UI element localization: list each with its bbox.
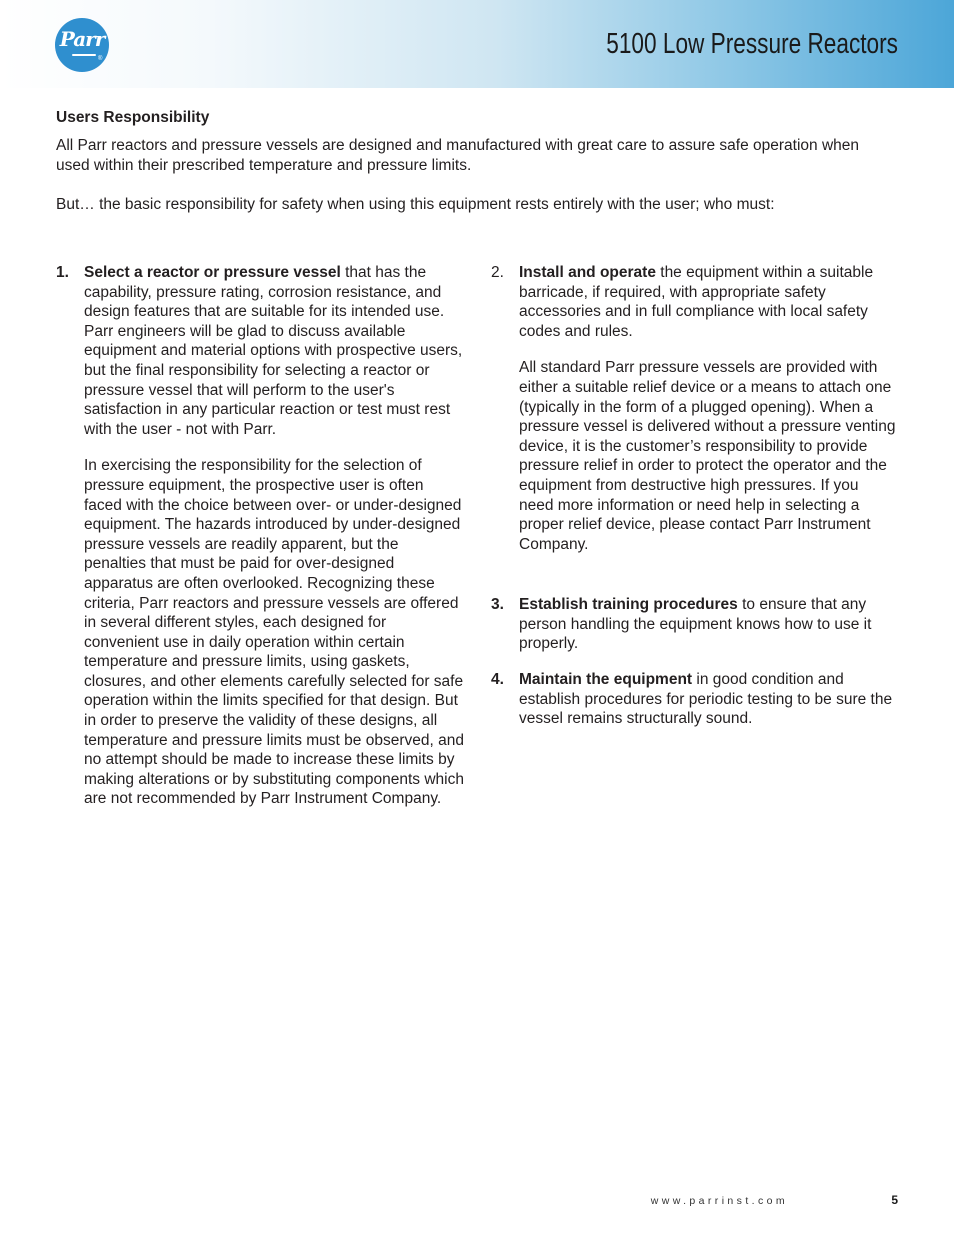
list-item-paragraph [519, 263, 897, 341]
list-item-lead: Maintain the equipment [519, 671, 693, 688]
list-item-body [84, 263, 464, 809]
list-item-lead: Install and operate [519, 264, 656, 281]
list-item-number: 2. [491, 264, 504, 281]
list-item-extra-paragraph: All standard Parr pressure vessels are provided with either a suitable relief device or a means to attach one (typically in the form of a plugged opening). When a pressure vessel is delivered without a pressure venting device, it is the customer’s responsibility to provide pressure relief in order to protect the operator and the equipment from destructive high pressures. If you need more information or need help in selecting a proper relief device, please contact Parr Instrument Company. [519, 359, 896, 553]
list-item-paragraph [519, 595, 897, 654]
page-number: 5 [891, 1193, 898, 1207]
parr-logo [55, 18, 109, 72]
list-item-extra-paragraph: In exercising the responsibility for the selection of pressure equipment, the prospective user is often faced with the choice between over- or under-designed equipment. The hazards introduced by under-designed pressure vessels are readily apparent, but the penalties that must be paid for over-designed apparatus are often overlooked. Recognizing these criteria, Parr reactors and pressure vessels are offered in several different styles, each designed for convenient use in daily operation within certain temperature and pressure limits, using gaskets, closures, and other elements carefully selected for safe operation within the limits specified for that design. But in order to preserve the validity of these designs, all temperature and pressure limits must be observed, and no attempt should be made to increase these limits by making alterations or by substituting components which are not recommended by Parr Instrument Company. [84, 457, 464, 808]
list-item-lead: Establish training procedures [519, 596, 738, 613]
page-title: 5100 Low Pressure Reactors [606, 28, 898, 60]
logo-registered-mark: ® [98, 56, 103, 62]
logo-underline [72, 54, 96, 56]
list-item-paragraph [519, 670, 897, 729]
list-item-text: that has the capability, pressure rating, corrosion resistance, and design features that are suitable for its intended use. Parr engineers will be glad to discuss available equipment and material options with prospective users, but the final responsibility for selecting a reactor or pressure vessel that will perform to the user's satisfaction in any particular reaction or test must rest with the user - not with Parr. [84, 264, 463, 438]
intro-paragraph: All Parr reactors and pressure vessels are designed and manufactured with great care to assure safe operation when used within their prescribed temperature and pressure limits. [56, 137, 859, 174]
list-item-text: to ensure that any person handling the equipment knows how to use it properly. [519, 596, 872, 653]
section-heading: Users Responsibility [56, 109, 210, 126]
list-item-body [519, 595, 897, 654]
list-item-lead: Select a reactor or pressure vessel [84, 264, 341, 281]
list-item-text: in good condition and establish procedures for periodic testing to be sure the vessel remains structurally sound. [519, 671, 893, 728]
list-item-paragraph [84, 263, 464, 439]
logo-text: Parr [59, 27, 105, 51]
list-item-number: 1. [56, 264, 69, 281]
footer-url: www.parrinst.com [650, 1195, 788, 1207]
list-item-text: the equipment within a suitable barricade, if required, with appropriate safety accessories and in full compliance with local safety codes and rules. [519, 264, 874, 340]
list-item-body [519, 263, 897, 554]
list-item-body [519, 670, 897, 729]
intro-paragraph-who-must: But… the basic responsibility for safety when using this equipment rests entirely with the user; who must: [56, 196, 775, 213]
list-item-number: 3. [491, 596, 504, 613]
list-item-number: 4. [491, 671, 504, 688]
